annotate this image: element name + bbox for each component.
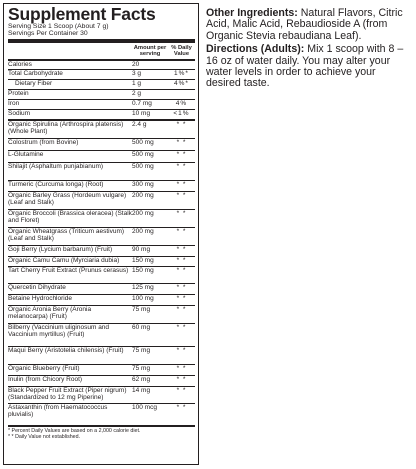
nutrient-name: Organic Blueberry (Fruit) (8, 364, 80, 372)
nutrient-amount: 300 mg (132, 180, 154, 188)
nutrient-row (8, 109, 195, 119)
daily-value-header: % Daily Value (171, 44, 192, 57)
nutrient-amount: 125 mg (132, 283, 154, 291)
nutrient-row (8, 59, 195, 69)
nutrient-amount: 1 g (132, 79, 142, 87)
nutrient-amount: 3 g (132, 69, 142, 77)
directions-text: Mix 1 scoop with 8 – 16 oz of water daily. You may alter your water levels in order to achieve your desired taste. (206, 43, 404, 90)
serving-size: Serving Size 1 Scoop (About 7 g) (8, 23, 109, 30)
nutrient-name: Total Carbohydrate (8, 69, 63, 77)
nutrient-daily-value: * * (176, 323, 187, 331)
nutrient-name: Turmeric (Curcuma longa) (Root) (8, 180, 104, 188)
nutrient-row (8, 386, 195, 403)
nutrient-daily-value: * * (176, 386, 187, 394)
nutrient-row (8, 209, 195, 227)
nutrient-row (8, 99, 195, 109)
nutrient-name: Organic Aronia Berry (Aronia melanocarpa) (Fruit) (8, 305, 92, 320)
footnotes (8, 425, 195, 440)
nutrient-amount: 60 mg (132, 323, 151, 331)
supplement-facts-panel (3, 3, 199, 465)
nutrient-amount: 14 mg (132, 386, 151, 394)
nutrient-amount: 200 mg (132, 209, 154, 217)
nutrient-row (8, 403, 195, 425)
nutrient-amount: 2.4 g (132, 120, 147, 128)
other-ingredients-label: Other Ingredients: (206, 7, 298, 19)
nutrient-daily-value: * * (176, 256, 187, 264)
nutrient-amount: 20 (132, 60, 140, 68)
nutrient-row (8, 346, 195, 364)
nutrient-amount: 2 g (132, 89, 142, 97)
nutrient-row (8, 119, 195, 138)
nutrient-daily-value: * * (176, 346, 187, 354)
column-header (8, 43, 195, 59)
nutrient-daily-value: * * (176, 209, 187, 217)
nutrient-amount: 75 mg (132, 364, 151, 372)
nutrient-amount: 75 mg (132, 346, 151, 354)
nutrient-daily-value: * * (176, 283, 187, 291)
nutrient-daily-value (168, 90, 195, 91)
nutrient-daily-value: * * (176, 227, 187, 235)
nutrient-name: Astaxanthin (from Haematococcus pluvialis) (8, 403, 108, 418)
nutrient-row (8, 375, 195, 386)
nutrient-name: Bilberry (Vaccinium uliginosum and Vaccinium myrtillus) (Fruit) (8, 323, 110, 338)
other-ingredients (206, 8, 413, 42)
nutrient-amount: 200 mg (132, 227, 154, 235)
nutrient-daily-value: * * (176, 294, 187, 302)
nutrient-name: Colostrum (from Bovine) (8, 138, 79, 146)
nutrient-daily-value: * * (176, 266, 187, 274)
nutrient-daily-value: * * (176, 150, 187, 158)
servings-per-container: Servings Per Container 30 (8, 30, 88, 38)
nutrient-amount: 500 mg (132, 162, 154, 170)
directions-label: Directions (Adults): (206, 43, 305, 56)
nutrient-daily-value: * * (176, 120, 187, 128)
nutrient-row (8, 294, 195, 305)
nutrient-row (8, 180, 195, 191)
nutrient-name: Organic Wheatgrass (Triticum aestivum)(Leaf and Stalk) (8, 227, 125, 242)
nutrient-daily-value: * * (176, 245, 187, 253)
nutrient-amount: 10 mg (132, 109, 151, 117)
nutrient-name: Iron (8, 99, 20, 107)
nutrient-row (8, 150, 195, 162)
nutrient-daily-value: * * (176, 138, 187, 146)
nutrient-name: Calories (8, 60, 32, 68)
nutrient-amount: 500 mg (132, 138, 154, 146)
footnote-dv-not-established: * * Daily Value not established. (8, 434, 81, 441)
label-text-column (206, 8, 413, 92)
nutrient-amount: 75 mg (132, 305, 151, 313)
nutrient-row (8, 138, 195, 150)
other-ingredients-text: Natural Flavors, Citric Acid, Malic Acid, Rebaudioside A (from Organic Stevia rebaudiana Leaf). (206, 7, 403, 42)
nutrient-daily-value: * * (176, 305, 187, 313)
nutrient-row (8, 266, 195, 283)
nutrient-name: Protein (8, 89, 29, 97)
nutrient-name: Organic Spirulina (Arthrospira platensis) (Whole Plant) (8, 120, 124, 135)
nutrient-row (8, 323, 195, 346)
panel-title: Supplement Facts (8, 4, 156, 24)
nutrient-row (8, 245, 195, 256)
nutrient-amount: 0.7 mg (132, 99, 152, 107)
nutrient-amount: 62 mg (132, 375, 151, 383)
nutrient-name: L-Glutamine (8, 150, 44, 158)
nutrient-row (8, 89, 195, 99)
nutrient-row (8, 79, 195, 89)
nutrient-row (8, 305, 195, 323)
directions (206, 44, 413, 90)
nutrient-row (8, 227, 195, 245)
nutrient-name: Maqui Berry (Aristotelia chilensis) (Fruit) (8, 346, 124, 354)
nutrient-row (8, 256, 195, 266)
amount-header: Amount per serving (133, 44, 167, 57)
nutrient-daily-value: 4% (175, 99, 188, 107)
nutrient-amount: 150 mg (132, 256, 154, 264)
nutrient-name: Black Pepper Fruit Extract (Piper nigrum) (Standardized to 12 mg Piperine) (8, 386, 127, 401)
nutrient-amount: 150 mg (132, 266, 154, 274)
nutrient-name: Organic Camu Camu (Myrciaria dubia) (8, 256, 120, 264)
nutrient-row (8, 364, 195, 375)
nutrient-daily-value: 4%* (174, 79, 189, 87)
nutrient-daily-value: 1%* (174, 69, 189, 77)
nutrient-daily-value (168, 61, 195, 62)
nutrient-daily-value: * * (176, 364, 187, 372)
nutrient-daily-value: * * (176, 191, 187, 199)
nutrient-amount: 100 mg (132, 294, 154, 302)
nutrient-name: Shilajit (Asphaltum punjabianum) (8, 162, 104, 170)
nutrient-name: Organic Broccoli (Brassica oleracea) (Stalk and Floret) (8, 209, 132, 224)
nutrient-daily-value: <1% (173, 109, 190, 117)
nutrient-row (8, 162, 195, 180)
nutrient-name: Sodium (8, 109, 31, 117)
nutrient-name: Inulin (from Chicory Root) (8, 375, 83, 383)
nutrient-name: Betaine Hydrochloride (8, 294, 72, 302)
nutrient-row (8, 283, 195, 294)
nutrient-amount: 500 mg (132, 150, 154, 158)
nutrient-daily-value: * * (176, 375, 187, 383)
nutrient-name: Quercetin Dihydrate (8, 283, 66, 291)
nutrient-table (8, 59, 195, 425)
nutrient-name: Tart Cherry Fruit Extract (Prunus cerasus) (8, 266, 129, 274)
nutrient-daily-value: * * (176, 162, 187, 170)
nutrient-name: Dietary Fiber (15, 79, 53, 87)
nutrient-amount: 200 mg (132, 191, 154, 199)
nutrient-amount: 100 mcg (132, 403, 157, 411)
nutrient-daily-value: * * (176, 180, 187, 188)
nutrient-amount: 90 mg (132, 245, 151, 253)
nutrient-name: Goji Berry (Lycium barbarum) (Fruit) (8, 245, 113, 253)
nutrient-daily-value: * * (176, 403, 187, 411)
nutrient-row (8, 191, 195, 209)
footnote-percent-dv: * Percent Daily Values are based on a 2,000 calorie diet. (8, 427, 141, 434)
nutrient-row (8, 69, 195, 79)
nutrient-name: Organic Barley Grass (Hordeum vulgare) (Leaf and Stalk) (8, 191, 127, 206)
